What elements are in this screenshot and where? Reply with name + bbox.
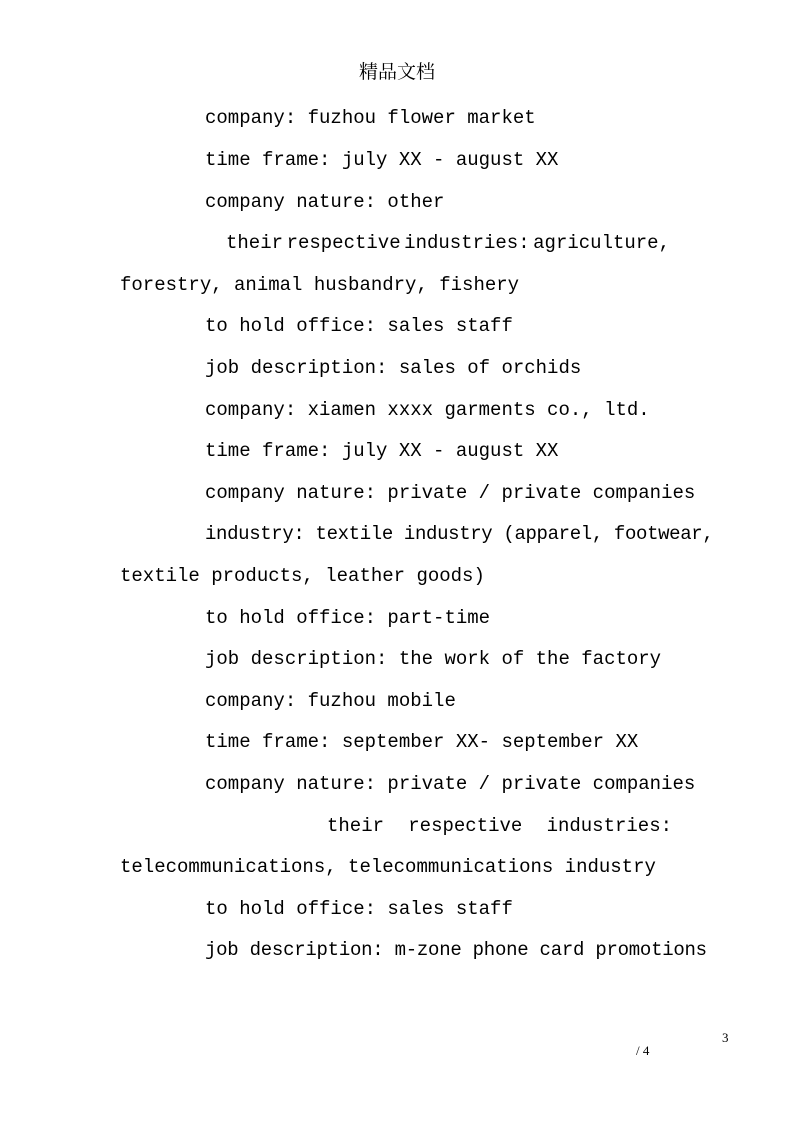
text-line: company: fuzhou flower market: [205, 107, 536, 129]
word: industries:: [546, 815, 672, 837]
text-line: job description: m-zone phone card promotions: [205, 939, 707, 961]
page-number-current: 3: [722, 1030, 729, 1045]
text-line: time frame: september XX- september XX: [205, 731, 639, 753]
page-header-title: 精品文档: [358, 61, 435, 83]
text-line-justified: [226, 231, 670, 255]
text-line: time frame: july XX - august XX: [205, 440, 559, 462]
text-line: telecommunications, telecommunications industry: [120, 856, 656, 878]
text-line-justified: [327, 814, 672, 838]
text-line: to hold office: part-time: [205, 607, 491, 629]
text-line: industry: textile industry (apparel, footwear,: [205, 523, 714, 545]
page-number-total: / 4: [636, 1043, 650, 1058]
text-line: textile products, leather goods): [120, 565, 485, 587]
text-line: company: fuzhou mobile: [205, 690, 456, 712]
word: respective: [286, 232, 401, 254]
word: industries:: [404, 232, 530, 254]
text-line: company nature: private / private companies: [205, 482, 696, 504]
text-line: job description: sales of orchids: [205, 357, 582, 379]
word: respective: [408, 815, 523, 837]
text-line: company nature: private / private companies: [205, 773, 696, 795]
word: their: [226, 232, 284, 254]
word: agriculture,: [533, 232, 670, 254]
word: their: [327, 815, 385, 837]
text-line: to hold office: sales staff: [205, 315, 513, 337]
text-line: to hold office: sales staff: [205, 898, 513, 920]
text-line: forestry, animal husbandry, fishery: [120, 274, 520, 296]
text-line: company nature: other: [205, 191, 445, 213]
text-line: job description: the work of the factory: [205, 648, 662, 670]
text-line: time frame: july XX - august XX: [205, 149, 559, 171]
text-line: company: xiamen xxxx garments co., ltd.: [205, 399, 650, 421]
